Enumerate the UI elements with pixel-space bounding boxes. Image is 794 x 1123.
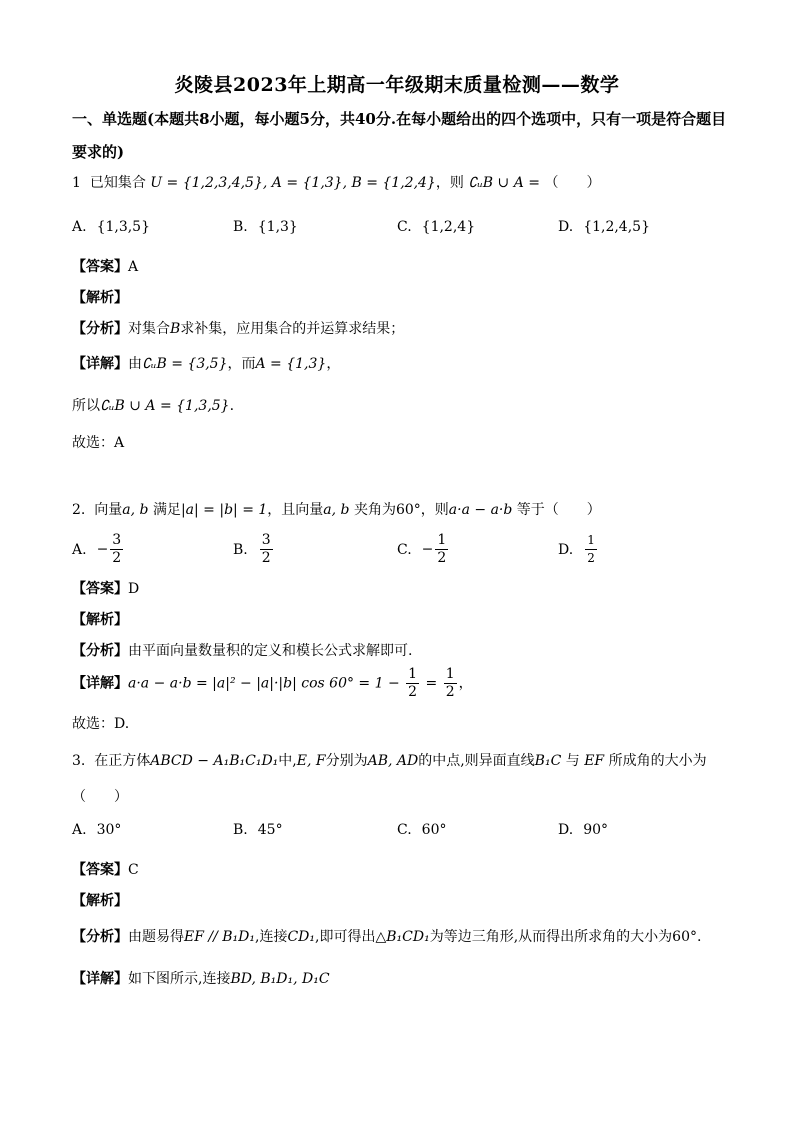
set-definitions: U = {1,2,3,4,5}, A = {1,3}, B = {1,2,4} xyxy=(150,175,436,191)
fraction: $\frac{1}{2}$ xyxy=(587,533,595,565)
question-expression: a·a − a·b xyxy=(448,502,513,518)
analysis-line: 【分析】对集合B求补集，应用集合的并运算求结果； xyxy=(72,321,405,337)
question-paren: （ ） xyxy=(72,789,128,805)
question-3: 3. 在正方体ABCD − A₁B₁C₁D₁中,E, F分别为AB, AD的中点,则异面直线B₁C 与 EF 所成角的大小为 xyxy=(72,753,707,769)
conclusion-line: 所以∁ᵤB ∪ A = {1,3,5}. xyxy=(72,398,235,414)
option-b[interactable]: B. $\frac{3}{2}$ xyxy=(233,532,271,566)
fraction: $\frac{3}{2}$ xyxy=(261,532,271,566)
question-1: 1 已知集合 U = {1,2,3,4,5}, A = {1,3}, B = {1,2,4}，则 ∁ᵤB ∪ A = （ ） xyxy=(72,175,601,191)
choice-line: 故选：A xyxy=(72,435,125,451)
option-d[interactable]: D. 90° xyxy=(558,822,609,838)
question-2: 2. 向量a, b 满足|a| = |b| = 1，且向量a, b 夹角为60°，则a·a − a·b 等于（ ） xyxy=(72,502,601,518)
detail-line: 【详解】由∁ᵤB = {3,5}，而A = {1,3}， xyxy=(72,356,341,372)
question-number: 3. xyxy=(72,753,86,769)
question-number: 1 xyxy=(72,175,81,191)
option-c[interactable]: C. {1,2,4} xyxy=(397,219,476,235)
question-expression: ∁ᵤB ∪ A = xyxy=(468,175,540,191)
vectors: a, b xyxy=(122,502,149,518)
question-number: 2. xyxy=(72,502,86,518)
choice-line: 故选：D. xyxy=(72,716,130,732)
analysis-line: 【分析】由题易得EF // B₁D₁,连接CD₁,即可得出△B₁CD₁为等边三角形,从而得出所求角的大小为60°. xyxy=(72,929,702,945)
analysis-label: 【解析】 xyxy=(72,290,128,306)
option-b[interactable]: B. {1,3} xyxy=(233,219,298,235)
page-title: 炎陵县2023年上期高一年级期末质量检测——数学 xyxy=(174,74,620,96)
answer-line: 【答案】A xyxy=(72,259,139,275)
fraction: $\frac{1}{2}$ xyxy=(445,666,455,700)
fraction: $\frac{3}{2}$ xyxy=(112,532,122,566)
option-a[interactable]: A. {1,3,5} xyxy=(72,219,150,235)
cube-name: ABCD − A₁B₁C₁D₁ xyxy=(150,753,279,769)
analysis-label: 【解析】 xyxy=(72,612,128,628)
analysis-line: 【分析】由平面向量数量积的定义和模长公式求解即可. xyxy=(72,643,413,659)
option-d[interactable]: D. $\frac{1}{2}$ xyxy=(558,533,595,565)
option-a[interactable]: A. 30° xyxy=(72,822,122,838)
option-b[interactable]: B. 45° xyxy=(233,822,283,838)
section-heading: 一、单选题(本题共8小题，每小题5分，共40分.在每小题给出的四个选项中，只有一项是符合题目要求的) xyxy=(72,110,727,161)
option-c[interactable]: C. 60° xyxy=(397,822,447,838)
analysis-label: 【解析】 xyxy=(72,893,128,909)
option-c[interactable]: C. − $\frac{1}{2}$ xyxy=(397,532,447,566)
fraction: $\frac{1}{2}$ xyxy=(408,666,418,700)
detail-line: 【详解】如下图所示,连接BD, B₁D₁, D₁C xyxy=(72,971,330,987)
fraction: $\frac{1}{2}$ xyxy=(437,532,447,566)
answer-line: 【答案】D xyxy=(72,581,140,597)
answer-line: 【答案】C xyxy=(72,862,139,878)
detail-expression: a·a − a·b = |a|² − |a|·|b| cos 60° = 1 − xyxy=(128,675,405,692)
detail-line: 【详解】a·a − a·b = |a|² − |a|·|b| cos 60° = 1 − $\frac{1}{2}$ = $\frac{1}{2}$ ， xyxy=(72,666,473,700)
vector-condition: |a| = |b| = 1 xyxy=(180,502,268,518)
option-a[interactable]: A. − $\frac{3}{2}$ xyxy=(72,532,122,566)
option-d[interactable]: D. {1,2,4,5} xyxy=(558,219,650,235)
